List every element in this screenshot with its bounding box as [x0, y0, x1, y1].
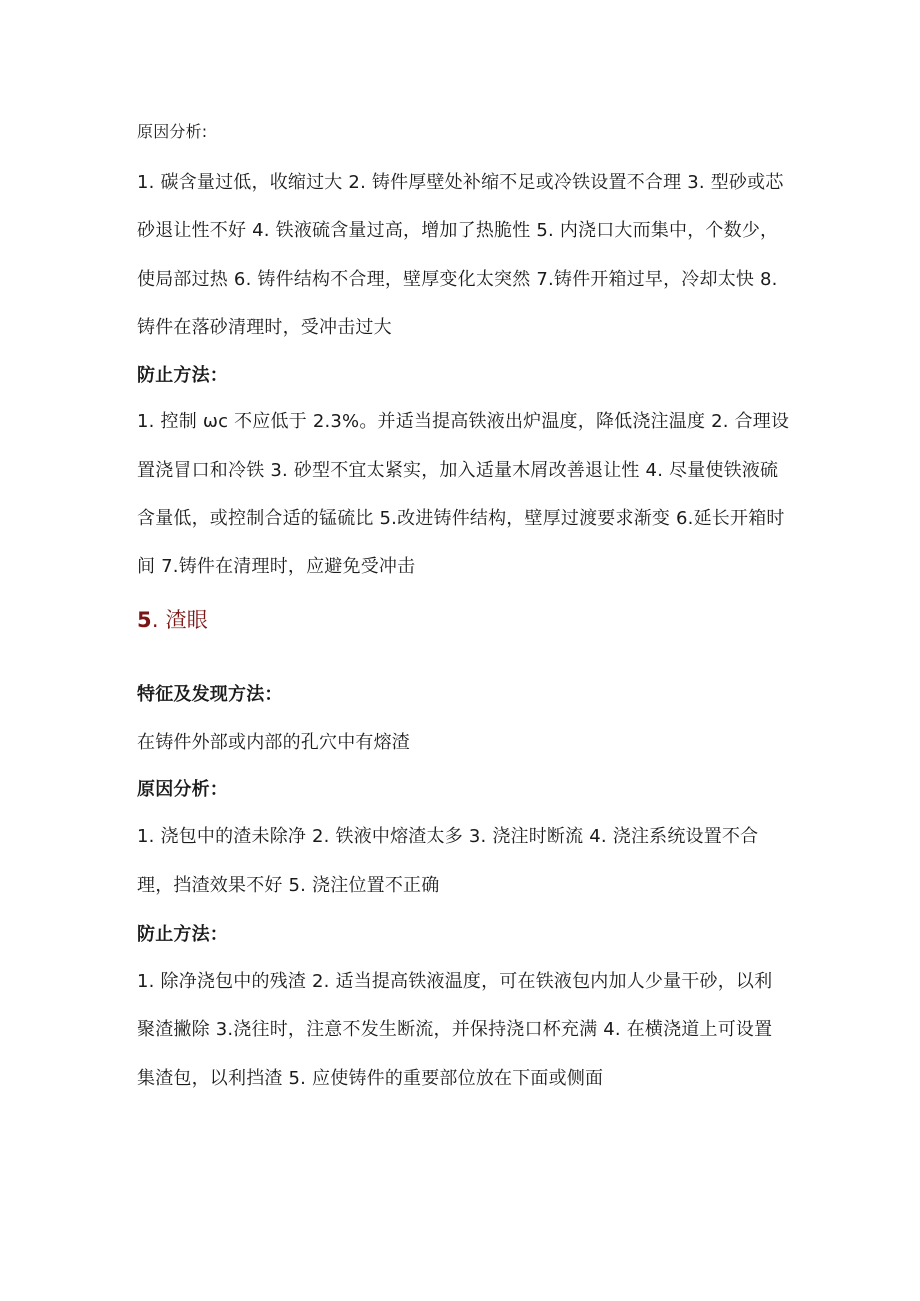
feature-text: 在铸件外部或内部的孔穴中有熔渣: [137, 732, 410, 753]
section-title: . 渣眼: [151, 608, 208, 632]
section-heading-slag-hole: [137, 608, 208, 632]
slag-prevention-line-2: 聚渣撇除 3.浇往时，注意不发生断流，并保持浇口杯充满 4. 在横浇道上可设置: [137, 1019, 773, 1040]
slag-cause-line-2: 理，挡渣效果不好 5. 浇注位置不正确: [137, 875, 440, 896]
section-number: 5: [137, 608, 152, 632]
cause-line-1: 1. 碳含量过低，收缩过大 2. 铸件厚壁处补缩不足或冷铁设置不合理 3. 型砂或芯: [137, 172, 784, 193]
cause-line-4: 铸件在落砂清理时，受冲击过大: [137, 317, 392, 338]
prevention-heading: 防止方法：: [137, 365, 228, 386]
cause-line-3: 使局部过热 6. 铸件结构不合理，壁厚变化太突然 7.铸件开箱过早，冷却太快 8.: [137, 269, 778, 290]
slag-cause-line-1: 1. 浇包中的渣未除净 2. 铁液中熔渣太多 3. 浇注时断流 4. 浇注系统设置不合: [137, 826, 759, 847]
cause-line-2: 砂退让性不好 4. 铁液硫含量过高，增加了热脆性 5. 内浇口大而集中，个数少，: [137, 220, 779, 241]
feature-heading: 特征及发现方法：: [137, 684, 283, 705]
prevention-line-4: 间 7.铸件在清理时，应避免受冲击: [137, 556, 416, 577]
slag-cause-heading: 原因分析：: [137, 779, 228, 800]
prevention-line-1: 1. 控制 ωc 不应低于 2.3%。并适当提高铁液出炉温度，降低浇注温度 2. 合理设: [137, 411, 790, 432]
cause-analysis-heading: 原因分析:: [137, 122, 208, 141]
slag-prevention-line-1: 1. 除净浇包中的残渣 2. 适当提高铁液温度，可在铁液包内加人少量干砂，以利: [137, 971, 773, 992]
slag-prevention-line-3: 集渣包，以利挡渣 5. 应使铸件的重要部位放在下面或侧面: [137, 1068, 604, 1089]
prevention-line-2: 置浇冒口和冷铁 3. 砂型不宜太紧实，加入适量木屑改善退让性 4. 尽量使铁液硫: [137, 460, 779, 481]
slag-prevention-heading: 防止方法：: [137, 924, 228, 945]
prevention-line-3: 含量低，或控制合适的锰硫比 5.改进铸件结构，壁厚过渡要求渐变 6.延长开箱时: [137, 508, 785, 529]
